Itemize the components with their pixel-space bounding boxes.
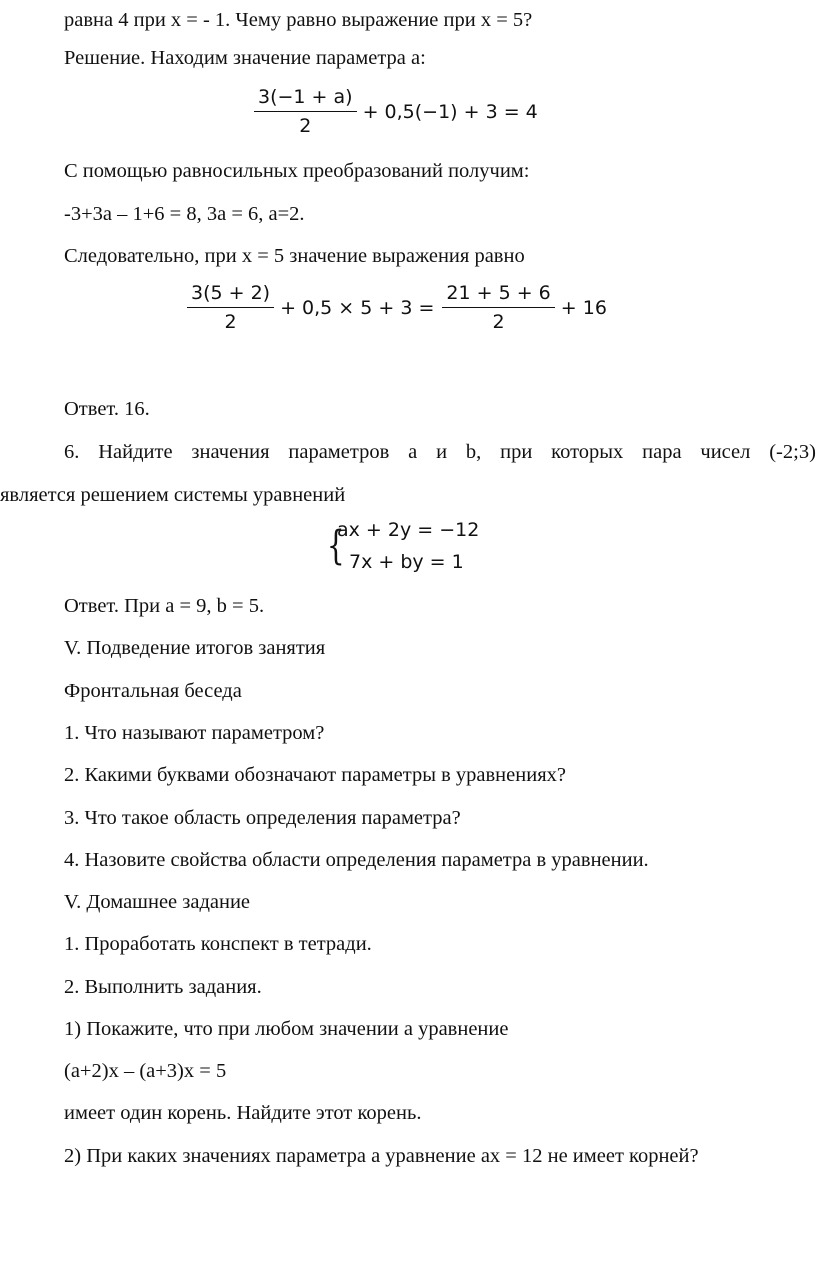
equation-2-denominator-2: 2 [492,311,505,333]
homework-item-1: 1. Проработать конспект в тетради. [64,933,372,955]
task-6-word: b, [465,441,482,463]
homework-item-2: 2. Выполнить задания. [64,976,262,998]
equation-2-numerator-2: 21 + 5 + 6 [446,282,551,304]
section-homework-heading: V. Домашнее задание [64,891,251,913]
answer-16: Ответ. 16. [64,398,150,420]
question-1: 1. Что называют параметром? [64,722,325,744]
task-6-word: (-2;3) [769,441,816,463]
transform-text: С помощью равносильных преобразований получим: [64,160,530,182]
task-6-word: при [500,441,533,463]
equation-2-denominator-1: 2 [224,311,237,333]
problem-intro-text: равна 4 при x = - 1. Чему равно выражение при x = 5? [64,9,533,31]
homework-task-2: 2) При каких значениях параметра a уравнение ax = 12 не имеет корней? [64,1145,699,1167]
system-brace: { [326,523,345,569]
task-6-word: Найдите [98,441,173,463]
system-row-2: 7x + by = 1 [349,551,464,573]
question-3: 3. Что такое область определения параметра? [64,807,461,829]
equation-2-numerator-1: 3(5 + 2) [191,282,271,304]
equation-1 [254,86,538,137]
consequence-text: Следовательно, при x = 5 значение выражения равно [64,245,525,267]
task-6-word: пара [642,441,682,463]
task-6-word: которых [551,441,624,463]
equation-2-rest: + 16 [560,296,607,319]
equation-2-fraction-1 [187,282,274,333]
homework-task-1: 1) Покажите, что при любом значении a уравнение [64,1018,509,1040]
frontal-talk-heading: Фронтальная беседа [64,680,242,702]
equation-2 [187,282,607,333]
equation-1-denominator: 2 [299,115,312,137]
task-6-word: a [408,441,418,463]
equation-2-middle: + 0,5 × 5 + 3 = [280,296,435,319]
equation-1-rest: + 0,5(−1) + 3 = 4 [362,100,538,123]
task-6-word: и [436,441,448,463]
equation-1-numerator: 3(−1 + a) [258,86,353,108]
question-2: 2. Какими буквами обозначают параметры в уравнениях? [64,764,566,786]
task-6-line-1 [64,439,816,465]
equation-2-fraction-2 [442,282,554,333]
task-6-word: чисел [700,441,751,463]
question-4: 4. Назовите свойства области определения параметра в уравнении. [64,849,649,871]
task-6-word: 6. [64,441,80,463]
homework-task-1-question: имеет один корень. Найдите этот корень. [64,1102,422,1124]
task-6-word: параметров [288,441,390,463]
equation-1-fraction [254,86,357,137]
homework-task-1-equation: (a+2)x – (a+3)x = 5 [64,1060,227,1082]
task-6-line-2: является решением системы уравнений [0,484,346,506]
system-row-1: ax + 2y = −12 [337,519,480,541]
transform-result: -3+3а – 1+6 = 8, 3а = 6, а=2. [64,203,305,225]
section-summary-heading: V. Подведение итогов занятия [64,637,326,659]
solution-heading: Решение. Находим значение параметра а: [64,47,426,69]
task-6-word: значения [191,441,270,463]
answer-a-b: Ответ. При a = 9, b = 5. [64,595,265,617]
